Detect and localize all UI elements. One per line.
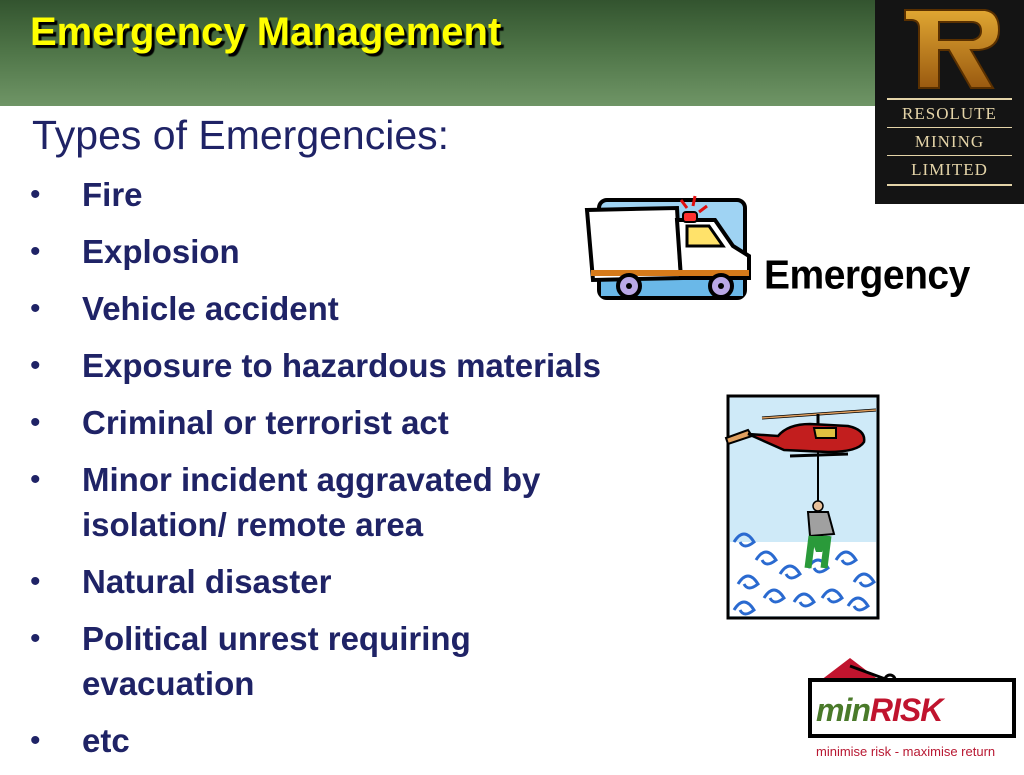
- list-item: [30, 400, 730, 445]
- ambulance-truck-icon: [583, 190, 755, 305]
- list-item-text: etc: [82, 722, 130, 759]
- divider: [887, 127, 1012, 128]
- logo-text-line2: MINING: [914, 132, 985, 151]
- divider: [887, 155, 1012, 156]
- list-item-text: Exposure to hazardous materials: [82, 347, 601, 384]
- logo-text-line1: RESOLUTE: [902, 104, 997, 123]
- list-item-text: Political unrest requiring evacuation: [82, 620, 471, 702]
- bullet-marker: •: [30, 463, 41, 496]
- bullet-marker: •: [30, 622, 41, 655]
- helicopter-rescue-icon: [718, 392, 884, 622]
- section-heading: Types of Emergencies:: [32, 112, 450, 158]
- r-emblem-icon: [875, 0, 1024, 100]
- list-item-text: Criminal or terrorist act: [82, 404, 449, 441]
- list-item-text: Fire: [82, 176, 143, 213]
- emergency-label: Emergency: [764, 252, 970, 299]
- resolute-mining-logo: [875, 0, 1024, 204]
- list-item-text: Natural disaster: [82, 563, 332, 600]
- list-item: [30, 559, 730, 604]
- minrisk-risk: RISK: [869, 692, 943, 728]
- list-item: [30, 616, 622, 706]
- logo-text-line3: LIMITED: [911, 160, 988, 179]
- list-item: [30, 718, 730, 763]
- slide-title: Emergency Management: [30, 10, 502, 54]
- minrisk-tagline: minimise risk - maximise return: [816, 744, 996, 759]
- bullet-marker: •: [30, 565, 41, 598]
- list-item: [30, 343, 730, 388]
- divider: [887, 184, 1012, 186]
- bullet-marker: •: [30, 178, 41, 211]
- divider: [887, 98, 1012, 100]
- list-item-text: Vehicle accident: [82, 290, 339, 327]
- minrisk-wordmark: [816, 692, 942, 729]
- list-item-text: Explosion: [82, 233, 240, 270]
- bullet-marker: •: [30, 349, 41, 382]
- bullet-marker: •: [30, 292, 41, 325]
- list-item-text: Minor incident aggravated by isolation/ remote area: [82, 461, 541, 543]
- minrisk-min: min: [816, 692, 870, 728]
- list-item: [30, 457, 682, 547]
- bullet-marker: •: [30, 724, 41, 757]
- bullet-marker: •: [30, 406, 41, 439]
- bullet-marker: •: [30, 235, 41, 268]
